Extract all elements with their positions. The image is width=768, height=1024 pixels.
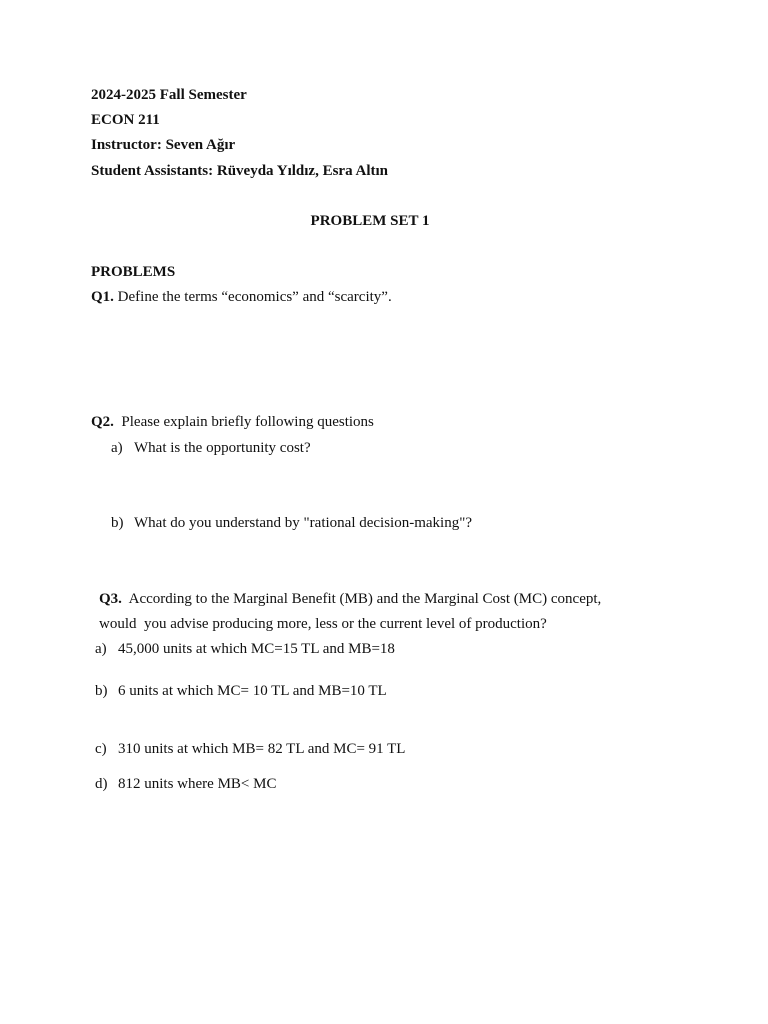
assistants-line: Student Assistants: Rüveyda Yıldız, Esra Altın (91, 163, 388, 179)
question-2-part-a (111, 439, 311, 457)
question-2-text: Please explain briefly following questions (121, 414, 374, 430)
instructor-line: Instructor: Seven Ağır (91, 137, 236, 153)
question-1-label: Q1. (91, 289, 114, 305)
section-heading: PROBLEMS (91, 264, 176, 280)
part-label: b) (95, 683, 108, 699)
part-text: 45,000 units at which MC=15 TL and MB=18 (118, 641, 395, 657)
question-2-label: Q2. (91, 414, 114, 430)
question-3-part-c (95, 740, 405, 758)
part-label: a) (95, 641, 107, 657)
question-3-part-d (95, 775, 276, 793)
part-label: d) (95, 776, 108, 792)
question-3-text-line2: would you advise producing more, less or the current level of production? (99, 616, 547, 632)
question-3 (99, 590, 601, 608)
part-label: a) (111, 440, 123, 456)
part-text: 812 units where MB< MC (118, 776, 277, 792)
course-code: ECON 211 (91, 112, 160, 128)
part-text: What is the opportunity cost? (134, 440, 311, 456)
question-3-text-line1: According to the Marginal Benefit (MB) and the Marginal Cost (MC) concept, (128, 591, 602, 607)
part-label: b) (111, 515, 124, 531)
question-1 (91, 288, 392, 306)
part-label: c) (95, 741, 107, 757)
question-3-label: Q3. (99, 591, 122, 607)
document-title: PROBLEM SET 1 (310, 213, 430, 229)
question-3-part-a (95, 640, 395, 658)
semester-line: 2024-2025 Fall Semester (91, 87, 247, 103)
part-text: 6 units at which MC= 10 TL and MB=10 TL (118, 683, 387, 699)
question-2-part-b (111, 514, 472, 532)
question-1-text: Define the terms “economics” and “scarcity”. (117, 289, 392, 305)
part-text: What do you understand by "rational decision-making"? (134, 515, 472, 531)
question-3-part-b (95, 682, 387, 700)
question-2 (91, 413, 374, 431)
part-text: 310 units at which MB= 82 TL and MC= 91 TL (118, 741, 406, 757)
